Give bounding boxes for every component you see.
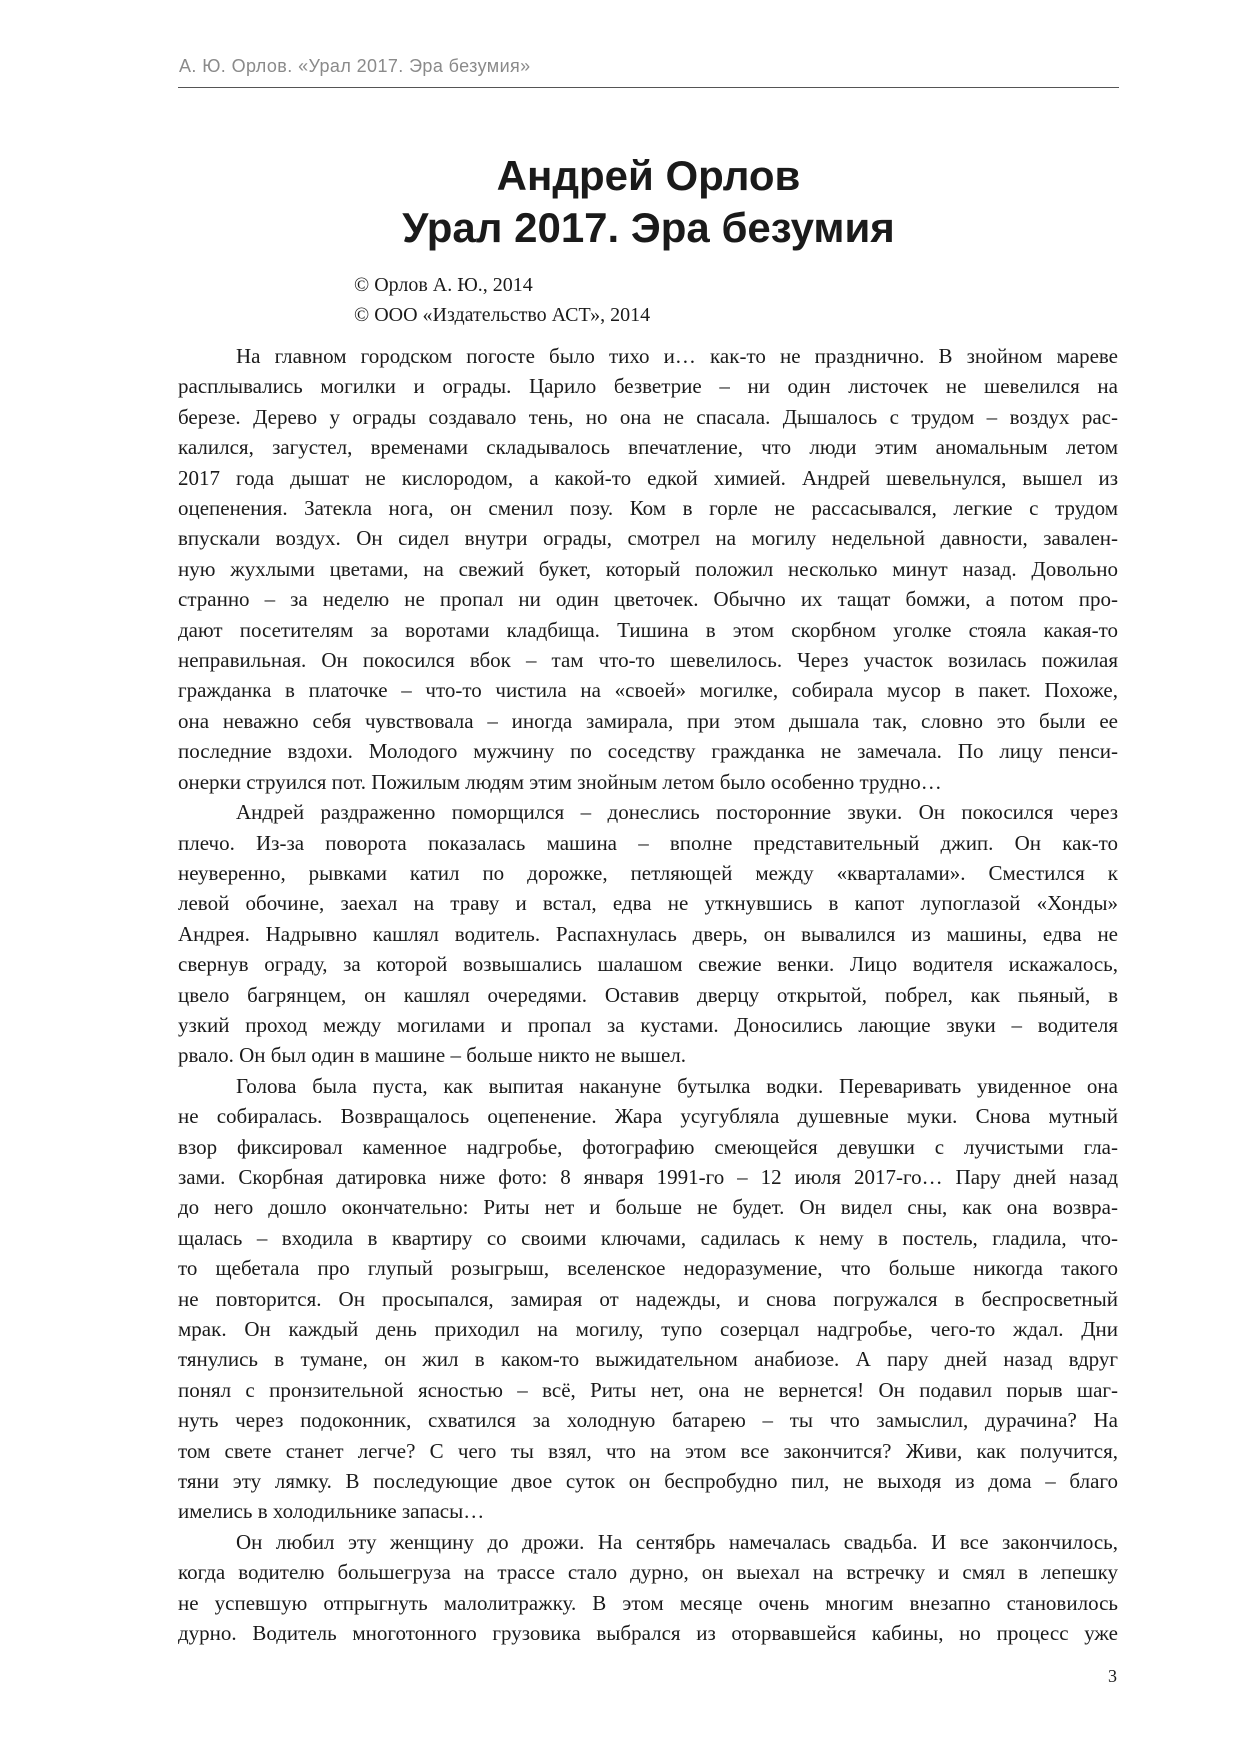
text-line: впускали воздух. Он сидел внутри ограды, смотрел на могилу недельной давности, завален- xyxy=(178,526,1118,551)
text-line: неуверенно, рывками катил по дорожке, петляющей между «кварталами». Сместился к xyxy=(178,860,1118,885)
text-line: левой обочине, заехал на траву и встал, едва не уткнувшись в капот лупоглазой «Хонды» xyxy=(178,891,1118,916)
text-line: взор фиксировал каменное надгробье, фотографию смеющейся девушки с лучистыми гла- xyxy=(178,1134,1118,1159)
text-line: плечо. Из-за поворота показалась машина – вполне представительный джип. Он как-то xyxy=(178,830,1118,855)
title-block xyxy=(178,150,1119,254)
text-line: На главном городском погосте было тихо и… как-то не празднично. В знойном мареве xyxy=(236,344,1118,368)
text-line: неправильная. Он покосился вбок – там что-то шевелилось. Через участок возилась пожилая xyxy=(178,648,1118,673)
text-line: цвело багрянцем, он кашлял очередями. Оставив дверцу открытой, побрел, как пьяный, в xyxy=(178,982,1118,1007)
body-text xyxy=(178,341,1118,1648)
text-line: узкий проход между могилами и пропал за кустами. Доносились лающие звуки – водителя xyxy=(178,1012,1118,1037)
text-line: Голова была пуста, как выпитая накануне бутылка водки. Переваривать увиденное она xyxy=(236,1073,1118,1098)
text-line: щалась – входила в квартиру со своими ключами, садилась к нему в постель, гладила, что- xyxy=(178,1225,1118,1250)
text-line: березе. Дерево у ограды создавало тень, но она не спасала. Дышалось с трудом – воздух рас- xyxy=(178,404,1118,429)
text-line: 2017 года дышат не кислородом, а какой-то едкой химией. Андрей шевельнулся, вышел из xyxy=(178,465,1118,490)
text-line: когда водителю большегруза на трассе стало дурно, он выехал на встречку и смял в лепешку xyxy=(178,1560,1118,1585)
copyright-block xyxy=(354,270,650,330)
header-rule xyxy=(178,87,1119,88)
text-line: до него дошло окончательно: Риты нет и больше не будет. Он видел сны, как она возвра- xyxy=(178,1195,1118,1220)
text-line: зами. Скорбная датировка ниже фото: 8 января 1991-го – 12 июля 2017-го… Пару дней назад xyxy=(178,1164,1118,1189)
text-line: имелись в холодильнике запасы… xyxy=(178,1499,485,1524)
text-line: Андрей раздраженно поморщился – донеслись посторонние звуки. Он покосился через xyxy=(236,800,1118,825)
text-line: тяни эту лямку. В последующие двое суток он беспробудно пил, не выходя из дома – благо xyxy=(178,1469,1118,1494)
paragraph xyxy=(178,1527,1118,1649)
copyright-line: © ООО «Издательство АСТ», 2014 xyxy=(354,304,651,326)
text-line: дают посетителям за воротами кладбища. Тишина в этом скорбном уголке стояла какая-то xyxy=(178,617,1118,642)
text-line: гражданка в платочке – что-то чистила на «своей» могилке, собирала мусор в пакет. Похоже, xyxy=(178,678,1118,703)
text-line: калился, загустел, временами складывалось впечатление, что люди этим аномальным летом xyxy=(178,435,1118,460)
paragraph xyxy=(178,341,1118,797)
text-line: расплывались могилки и ограды. Царило безветрие – ни один листочек не шевелился на xyxy=(178,374,1118,399)
text-line: Андрея. Надрывно кашлял водитель. Распахнулась дверь, он вывалился из машины, едва не xyxy=(178,921,1118,946)
page-number: 3 xyxy=(1108,1666,1117,1686)
text-line: тянулись в тумане, он жил в каком-то выжидательном анабиозе. А пару дней назад вдруг xyxy=(178,1347,1118,1372)
text-line: последние вздохи. Молодого мужчину по соседству гражданка не замечала. По лицу пенси- xyxy=(178,739,1118,764)
author-name: Андрей Орлов xyxy=(496,152,801,199)
text-line: ную жухлыми цветами, на свежий букет, который положил несколько минут назад. Довольно xyxy=(178,556,1118,581)
text-line: онерки струился пот. Пожилым людям этим знойным летом было особенно трудно… xyxy=(178,769,942,794)
copyright-line: © Орлов А. Ю., 2014 xyxy=(354,274,533,296)
text-line: Он любил эту женщину до дрожи. На сентябрь намечалась свадьба. И все закончилось, xyxy=(236,1529,1118,1554)
text-line: не собиралась. Возвращалось оцепенение. Жара усугубляла душевные муки. Снова мутный xyxy=(178,1104,1118,1129)
text-line: оцепенения. Затекла нога, он сменил позу. Ком в горле не рассасывался, легкие с трудом xyxy=(178,496,1118,521)
text-line: мрак. Он каждый день приходил на могилу, тупо созерцал надгробье, чего-то ждал. Дни xyxy=(178,1317,1118,1341)
text-line: том свете станет легче? С чего ты взял, что на этом все закончится? Живи, как получится, xyxy=(178,1438,1118,1463)
text-line: дурно. Водитель многотонного грузовика выбрался из оторвавшейся кабины, но процесс уже xyxy=(178,1621,1118,1646)
text-line: свернув ограду, за которой возвышались шалашом свежие венки. Лицо водителя искажалось, xyxy=(178,952,1118,977)
paragraph xyxy=(178,1071,1118,1527)
text-line: странно – за неделю не пропал ни один цветочек. Обычно их тащат бомжи, а потом про- xyxy=(178,587,1118,612)
text-line: рвало. Он был один в машине – больше никто не вышел. xyxy=(178,1043,687,1068)
text-line: то щебетала про глупый розыгрыш, вселенское недоразумение, что больше никогда такого xyxy=(178,1256,1118,1281)
book-title: Урал 2017. Эра безумия xyxy=(402,204,895,251)
text-line: нуть через подоконник, схватился за холодную батарею – ты что замыслил, дурачина? На xyxy=(178,1408,1118,1433)
running-header: А. Ю. Орлов. «Урал 2017. Эра безумия» xyxy=(179,56,531,76)
paragraph xyxy=(178,797,1118,1071)
text-line: понял с пронзительной ясностью – всё, Риты нет, она не вернется! Он подавил порыв шаг- xyxy=(178,1377,1118,1402)
text-line: она неважно себя чувствовала – иногда замирала, при этом дышала так, словно это были ее xyxy=(178,708,1118,733)
text-line: не успевшую отпрыгнуть малолитражку. В этом месяце очень многим внезапно становилось xyxy=(178,1590,1118,1615)
text-line: не повторится. Он просыпался, замирая от надежды, и снова погружался в беспросветный xyxy=(178,1286,1118,1311)
